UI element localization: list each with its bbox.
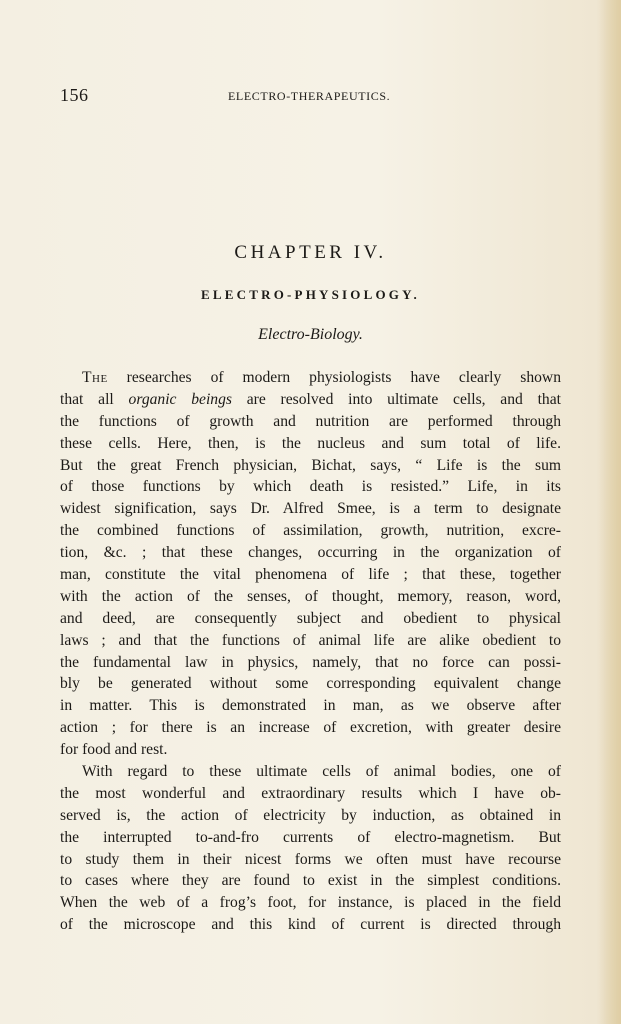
text-line: widest signification, says Dr. Alfred Smee, is a term to designate: [60, 500, 561, 518]
section-title: ELECTRO-PHYSIOLOGY.: [201, 287, 420, 302]
text-line: But the great French physician, Bichat, says, “ Life is the sum: [60, 456, 561, 474]
text-span: that all: [60, 390, 129, 408]
text-line: action ; for there is an increase of excretion, with greater desire: [60, 719, 561, 737]
text-line: the most wonderful and extraordinary results which I have ob-: [60, 784, 561, 802]
page-number: 156: [60, 85, 89, 105]
body-text: [60, 367, 561, 936]
text-line: With regard to these ultimate cells of animal bodies, one of: [82, 763, 561, 781]
text-line: When the web of a frog’s foot, for instance, is placed in the field: [60, 894, 561, 912]
running-head: ELECTRO-THERAPEUTICS.: [228, 89, 391, 103]
text-line: man, constitute the vital phenomena of life ; that these, together: [60, 566, 561, 584]
text-line: tion, &c. ; that these changes, occurring in the organization of: [60, 544, 561, 562]
text-line: the functions of growth and nutrition are performed through: [60, 412, 561, 430]
chapter-title: CHAPTER IV.: [234, 242, 387, 263]
page-header: [60, 85, 560, 109]
sub-title: Electro-Biology.: [258, 326, 363, 343]
text-line: in matter. This is demonstrated in man, as we observe after: [60, 697, 561, 715]
text-line: to study them in their nicest forms we often must have recourse: [60, 850, 561, 868]
text-line: the interrupted to-and-fro currents of electro-magnetism. But: [60, 828, 561, 846]
text-line: these cells. Here, then, is the nucleus and sum total of life.: [60, 434, 561, 452]
text-line: of those functions by which death is resisted.” Life, in its: [60, 478, 561, 496]
page-edge-shadow: [599, 0, 621, 1024]
text-line: for food and rest.: [60, 741, 168, 759]
text-span: are resolved into ultimate cells, and that: [231, 390, 561, 408]
text-line: with the action of the senses, of thought, memory, reason, word,: [60, 587, 561, 605]
text-line: [60, 367, 561, 389]
text-line: served is, the action of electricity by induction, as obtained in: [60, 806, 561, 824]
text-line: the fundamental law in physics, namely, that no force can possi-: [60, 653, 561, 671]
text-line: to cases where they are found to exist in the simplest conditions.: [60, 872, 561, 890]
text-line: bly be generated without some corresponding equivalent change: [60, 675, 561, 693]
text-line: laws ; and that the functions of animal life are alike obedient to: [60, 631, 561, 649]
text-line: [60, 389, 561, 411]
italic-phrase: organic beings: [128, 390, 232, 408]
text-line: and deed, are consequently subject and obedient to physical: [60, 609, 561, 627]
opening-word: The: [82, 369, 108, 386]
text-line: of the microscope and this kind of current is directed through: [60, 916, 561, 934]
text-line: the combined functions of assimilation, growth, nutrition, excre-: [60, 522, 561, 540]
text-span: researches of modern physiologists have clearly shown: [107, 369, 561, 386]
